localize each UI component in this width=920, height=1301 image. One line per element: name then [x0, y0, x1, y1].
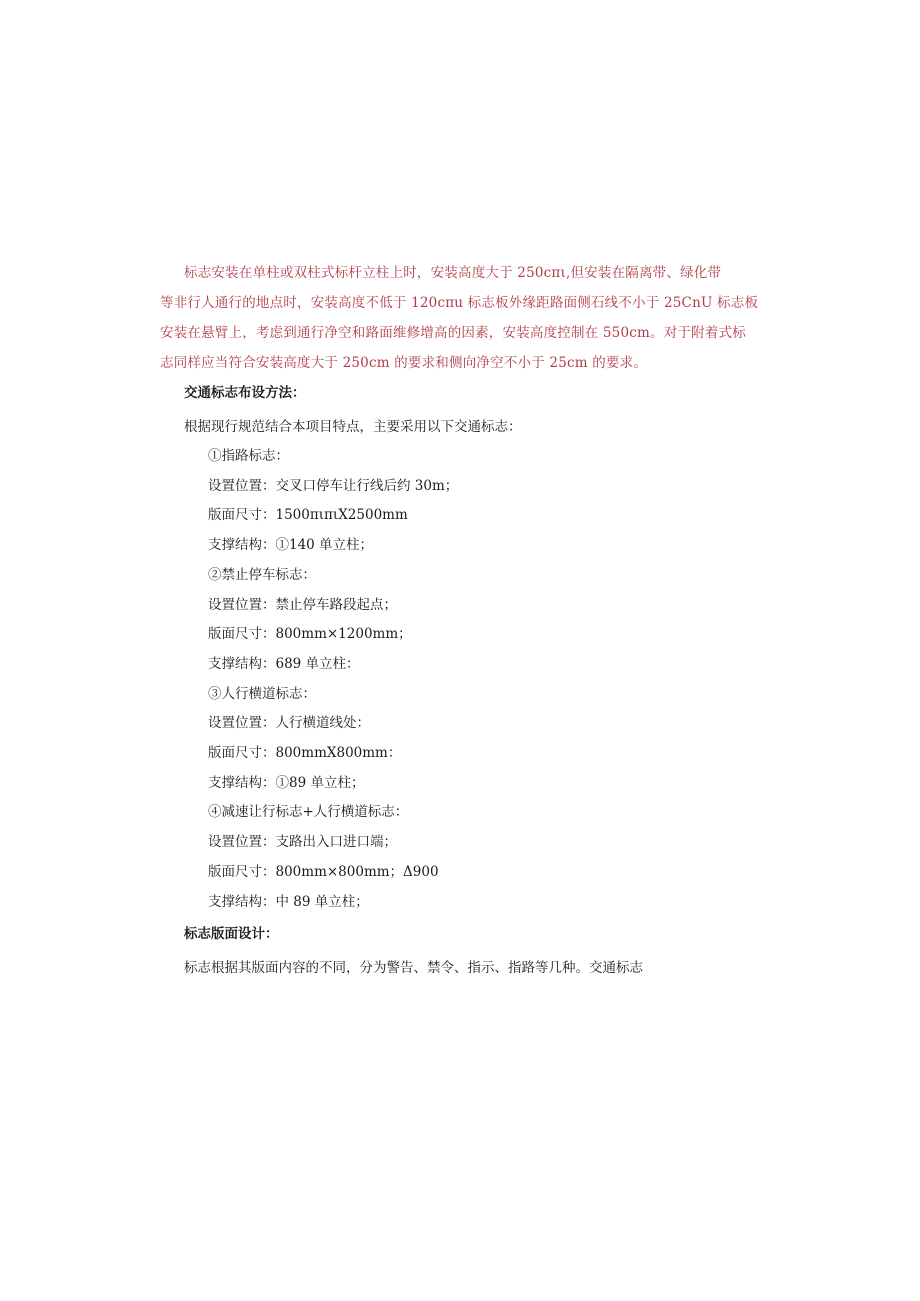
list-item: 支撑结构：①89 单立柱； [208, 774, 365, 791]
list-item: 设置位置：交叉口停车让行线后约 30m； [208, 477, 459, 494]
list-item: ④减速让行标志+人行横道标志： [208, 804, 409, 821]
list-item: 版面尺寸：800mm×800mm；Δ900 [208, 863, 439, 880]
sign-design-text: 标志根据其版面内容的不同，分为警告、禁令、指示、指路等几种。交通标志 [184, 960, 643, 977]
intro-paragraph [160, 258, 770, 378]
list-item: 版面尺寸：800mm×1200mm； [208, 626, 412, 643]
intro-line-1: 标志安装在单柱或双柱式标杆立柱上时，安装高度大于 250cπι,但安装在隔离带、绿化带 [184, 265, 722, 281]
intro-line-4: 志同样应当符合安装高度大于 250cm 的要求和侧向净空不小于 25cm 的要求。 [160, 355, 648, 371]
list-item: 支撑结构：①140 单立柱； [208, 537, 374, 554]
intro-line-3: 安装在悬臂上，考虑到通行净空和路面维修增高的因素，安装高度控制在 550cm。对于附着式标 [160, 325, 746, 341]
list-item: 版面尺寸：1500πιπιX2500mm [208, 507, 408, 524]
list-item: 支撑结构：689 单立柱： [208, 655, 360, 672]
intro-line-2: 等非行人通行的地点时，安装高度不低于 120cπu 标志板外缘距路面侧石线不小于 25CnU 标志板 [160, 295, 759, 311]
list-item: ③人行横道标志： [208, 685, 316, 702]
sign-spec-list [184, 442, 770, 917]
section-heading-sign-design: 标志版面设计： [184, 926, 279, 943]
section-intro-text: 根据现行规范结合本项目特点，主要采用以下交通标志： [184, 419, 522, 435]
list-item: 设置位置：人行横道线处： [208, 715, 370, 732]
section-heading-layout-method: 交通标志布设方法： [184, 385, 306, 401]
list-item: 支撑结构：中 89 单立柱； [208, 893, 369, 910]
list-item: 版面尺寸：800mmX800mm： [208, 745, 402, 762]
list-item: ②禁止停车标志： [208, 566, 316, 583]
list-item: 设置位置：支路出入口进口端； [208, 834, 397, 851]
list-item: ①指路标志： [208, 448, 289, 464]
document-body [160, 258, 770, 983]
list-item: 设置位置：禁止停车路段起点； [208, 596, 397, 613]
